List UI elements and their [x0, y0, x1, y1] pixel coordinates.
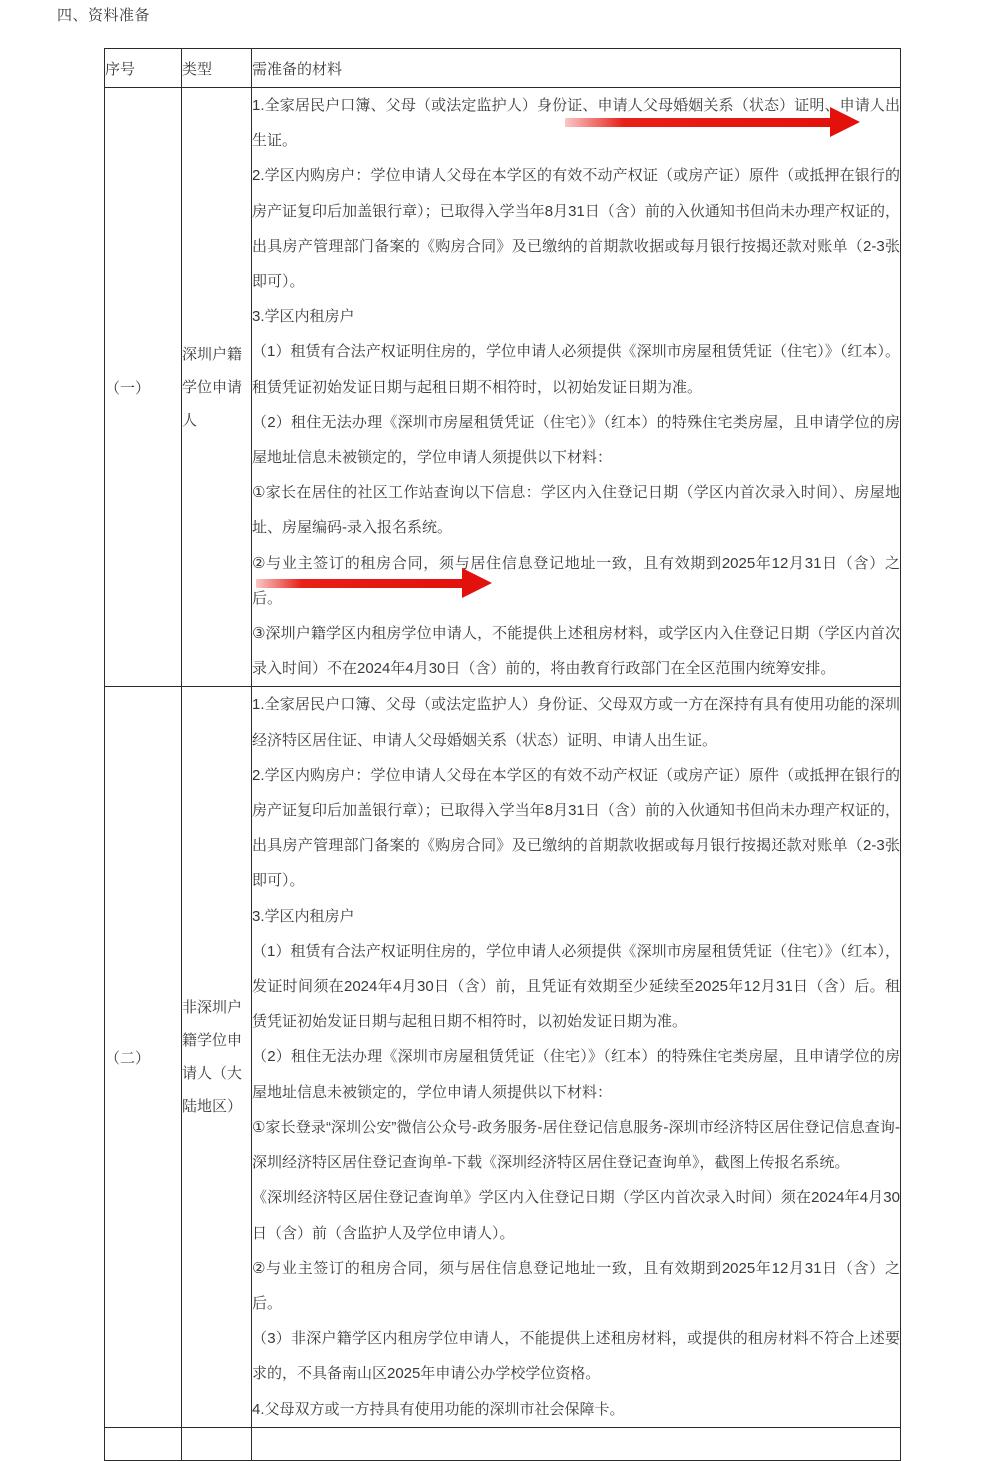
table-row [105, 687, 901, 1427]
column-header-index: 序号 [105, 49, 182, 88]
material-paragraph: 3.学区内租房户 [252, 308, 355, 326]
row-materials-2 [252, 687, 901, 1427]
material-paragraph: （1）租赁有合法产权证明住房的，学位申请人必须提供《深圳市房屋租赁凭证（住宅）》（红本），发证时间须在2024年4月30日（含）前，且凭证有效期至少延续至2025年12月31日（含）后。租赁凭证初始发证日期与起租日期不相符时，以初始发证日期为准。 [252, 942, 900, 1031]
material-paragraph: 《深圳经济特区居住登记查询单》学区内入住登记日期（学区内首次录入时间）须在2024年4月30日（含）前（含监护人及学位申请人）。 [252, 1189, 900, 1242]
column-header-materials: 需准备的材料 [252, 49, 901, 88]
material-paragraph: ①家长登录“深圳公安”微信公众号-政务服务-居住登记信息服务-深圳市经济特区居住登记信息查询-深圳经济特区居住登记查询单-下载《深圳经济特区居住登记查询单》，截图上传报名系统。 [252, 1118, 900, 1172]
material-paragraph: （3）非深户籍学区内租房学位申请人，不能提供上述租房材料，或提供的租房材料不符合上述要求的，不具备南山区2025年申请公办学校学位资格。 [252, 1330, 900, 1383]
material-paragraph: （1）租赁有合法产权证明住房的，学位申请人必须提供《深圳市房屋租赁凭证（住宅）》（红本）。租赁凭证初始发证日期与起租日期不相符时，以初始发证日期为准。 [252, 343, 900, 396]
row-type-3 [182, 1427, 252, 1460]
material-paragraph: ②与业主签订的租房合同，须与居住信息登记地址一致，且有效期到2025年12月31日（含）之后。 [252, 1259, 900, 1312]
row-index-1: （一） [105, 88, 182, 687]
material-paragraph: 3.学区内租房户 [252, 907, 355, 925]
table-row [105, 1427, 901, 1460]
table-row [105, 88, 901, 687]
material-paragraph: ②与业主签订的租房合同，须与居住信息登记地址一致，且有效期到2025年12月31日（含）之后。 [252, 554, 900, 607]
material-paragraph: ③深圳户籍学区内租房学位申请人，不能提供上述租房材料，或学区内入住登记日期（学区内首次录入时间）不在2024年4月30日（含）前的，将由教育行政部门在全区范围内统筹安排。 [252, 625, 900, 678]
column-header-type: 类型 [182, 49, 252, 88]
row-type-2: 非深圳户籍学位申请人（大陆地区） [182, 687, 252, 1427]
material-paragraph: （2）租住无法办理《深圳市房屋租赁凭证（住宅）》（红本）的特殊住宅类房屋，且申请学位的房屋地址信息未被锁定的，学位申请人须提供以下材料： [252, 413, 900, 467]
material-paragraph: 2.学区内购房户：学位申请人父母在本学区的有效不动产权证（或房产证）原件（或抵押在银行的房产证复印后加盖银行章）；已取得入学当年8月31日（含）前的入伙通知书但尚未办理产权证的，出具房产管理部门备案的《购房合同》及已缴纳的首期款收据或每月银行按揭还款对账单（2-3张即可）。 [252, 167, 900, 291]
material-paragraph: ①家长在居住的社区工作站查询以下信息：学区内入住登记日期（学区内首次录入时间）、房屋地址、房屋编码-录入报名系统。 [252, 484, 900, 537]
material-paragraph: 2.学区内购房户：学位申请人父母在本学区的有效不动产权证（或房产证）原件（或抵押在银行的房产证复印后加盖银行章）；已取得入学当年8月31日（含）前的入伙通知书但尚未办理产权证的，出具房产管理部门备案的《购房合同》及已缴纳的首期款收据或每月银行按揭还款对账单（2-3张即可）。 [252, 766, 900, 890]
row-index-2: （二） [105, 687, 182, 1427]
page-title: 四、资料准备 [57, 7, 151, 24]
table-header-row [105, 49, 901, 88]
row-index-3 [105, 1427, 182, 1460]
row-materials-1 [252, 88, 901, 687]
row-materials-3 [252, 1427, 901, 1460]
materials-table [104, 48, 901, 1461]
material-paragraph: 1.全家居民户口簿、父母（或法定监护人）身份证、父母双方或一方在深持有具有使用功能的深圳经济特区居住证、申请人父母婚姻关系（状态）证明、申请人出生证。 [252, 696, 900, 749]
material-paragraph: 4.父母双方或一方持具有使用功能的深圳市社会保障卡。 [252, 1400, 625, 1418]
material-paragraph: （2）租住无法办理《深圳市房屋租赁凭证（住宅）》（红本）的特殊住宅类房屋，且申请学位的房屋地址信息未被锁定的，学位申请人须提供以下材料： [252, 1048, 900, 1101]
row-type-1: 深圳户籍学位申请人 [182, 88, 252, 687]
material-paragraph: 1.全家居民户口簿、父母（或法定监护人）身份证、申请人父母婚姻关系（状态）证明、申请人出生证。 [252, 97, 900, 150]
